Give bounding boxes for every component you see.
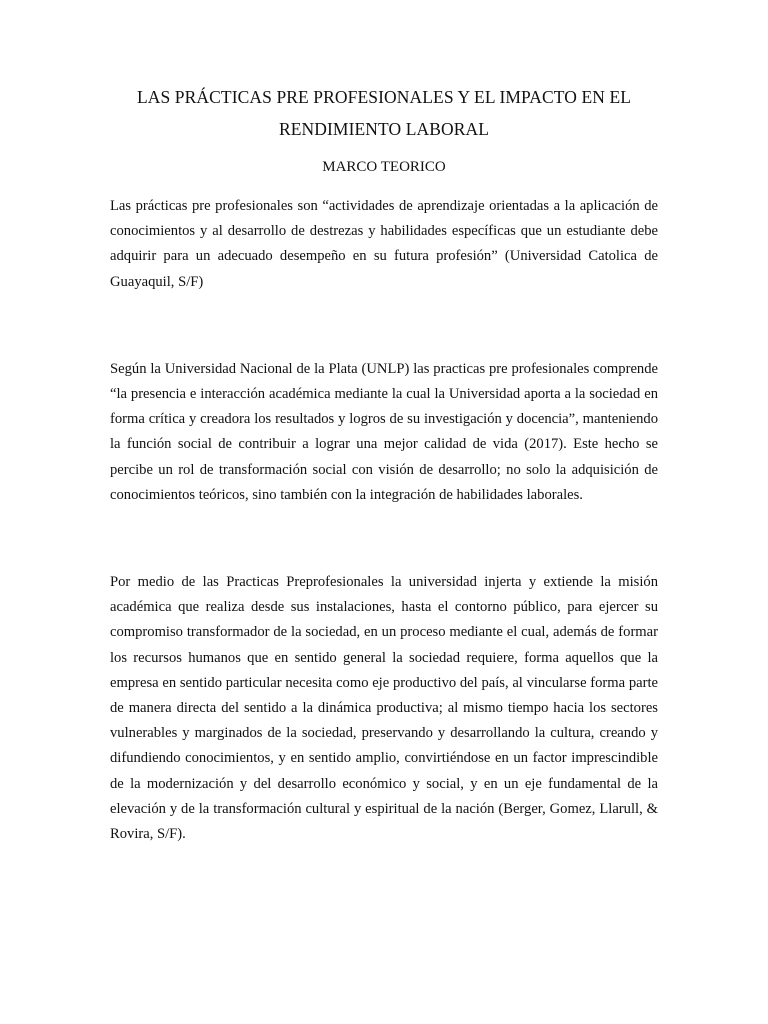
paragraph-mission: Por medio de las Practicas Preprofesionales la universidad injerta y extiende la misión académica que realiza desde sus instalaciones, hasta el contorno público, para ejercer su compromiso transformador de la sociedad, en un proceso mediante el cual, además de formar los recursos humanos que en sentido general la sociedad requiere, forma aquellos que la empresa en sentido particular necesita como eje productivo del país, al vincularse forma parte de manera directa del sentido a la dinámica productiva; al mismo tiempo hacia los sectores vulnerables y marginados de la sociedad, preservando y desarrollando la cultura, creando y difundiendo conocimientos, y en sentido amplio, convirtiéndose en un factor imprescindible de la modernización y del desarrollo económico y social, y en un eje fundamental de la elevación y de la transformación cultural y espiritual de la nación (Berger, Gomez, Llarull, & Rovira, S/F). (110, 574, 658, 843)
document-title: LAS PRÁCTICAS PRE PROFESIONALES Y EL IMPACTO EN EL RENDIMIENTO LABORAL (136, 87, 632, 139)
paragraph-unlp: Según la Universidad Nacional de la Plata (UNLP) las practicas pre profesionales comprende “la presencia e interacción académica mediante la cual la Universidad aporta a la sociedad en forma crítica y creadora los resultados y logros de su investigación y docencia”, manteniendo la función social de contribuir a lograr una mejor calidad de vida (2017). Este hecho se percibe un rol de transformación social con visión de desarrollo; no solo la adquisición de conocimientos teóricos, sino también con la integración de habilidades laborales. (110, 360, 658, 503)
section-heading: MARCO TEORICO (322, 159, 446, 175)
paragraph-definition: Las prácticas pre profesionales son “actividades de aprendizaje orientadas a la aplicación de conocimientos y al desarrollo de destrezas y habilidades específicas que un estudiante debe adquirir para un adecuado desempeño en su futura profesión” (Universidad Catolica de Guayaquil, S/F) (110, 198, 658, 290)
